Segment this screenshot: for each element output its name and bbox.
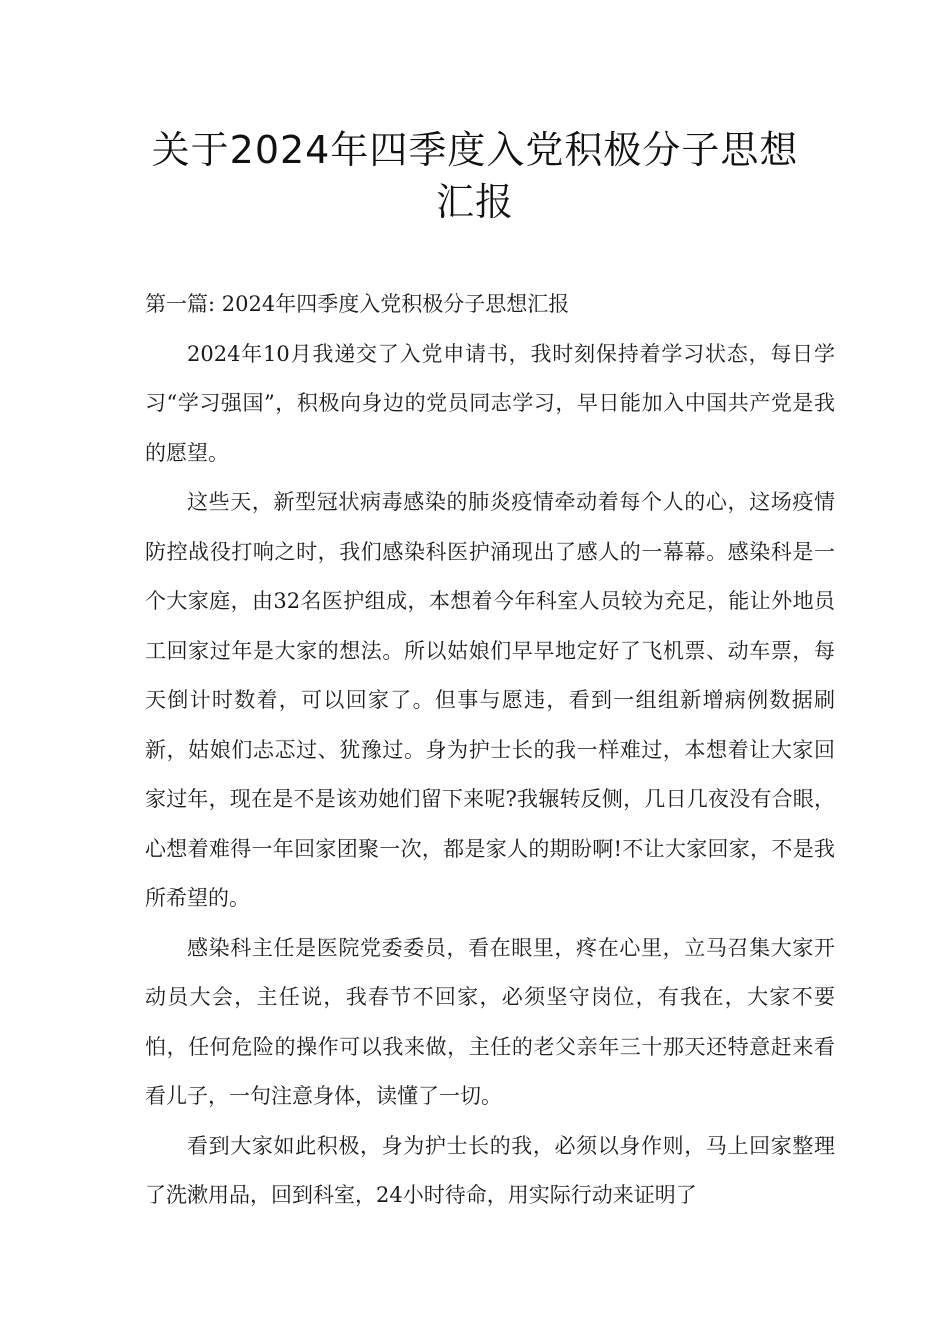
paragraph-3: 感染科主任是医院党委委员，看在眼里，疼在心里，立马召集大家开动员大会，主任说，我春节不回家，必须坚守岗位，有我在，大家不要怕，任何危险的操作可以我来做，主任的老父亲年三十那天还特意赶来看看儿子，一句注意身体，读懂了一切。 [145, 935, 835, 1108]
document-body [145, 280, 835, 1221]
section-heading: 第一篇: 2024年四季度入党积极分子思想汇报 [145, 292, 570, 316]
title-line-2: 汇报 [435, 180, 514, 224]
title-line-1: 关于2024年四季度入党积极分子思想 [151, 128, 799, 172]
paragraph-2: 这些天，新型冠状病毒感染的肺炎疫情牵动着每个人的心，这场疫情防控战役打响之时，我们感染科医护涌现出了感人的一幕幕。感染科是一个大家庭，由32名医护组成，本想着今年科室人员较为充足，能让外地员工回家过年是大家的想法。所以姑娘们早早地定好了飞机票、动车票，每天倒计时数着，可以回家了。但事与愿违，看到一组组新增病例数据刷新，姑娘们忐忑过、犹豫过。身为护士长的我一样难过，本想着让大家回家过年，现在是不是该劝她们留下来呢?我辗转反侧，几日几夜没有合眼，心想着难得一年回家团聚一次，都是家人的期盼啊!不让大家回家，不是我所希望的。 [145, 490, 835, 910]
document-title [120, 124, 830, 228]
paragraph-4: 看到大家如此积极，身为护士长的我，必须以身作则，马上回家整理了洗漱用品，回到科室，24小时待命，用实际行动来证明了 [145, 1133, 835, 1207]
paragraph-1: 2024年10月我递交了入党申请书，我时刻保持着学习状态，每日学习“学习强国”，积极向身边的党员同志学习，早日能加入中国共产党是我的愿望。 [145, 341, 835, 465]
